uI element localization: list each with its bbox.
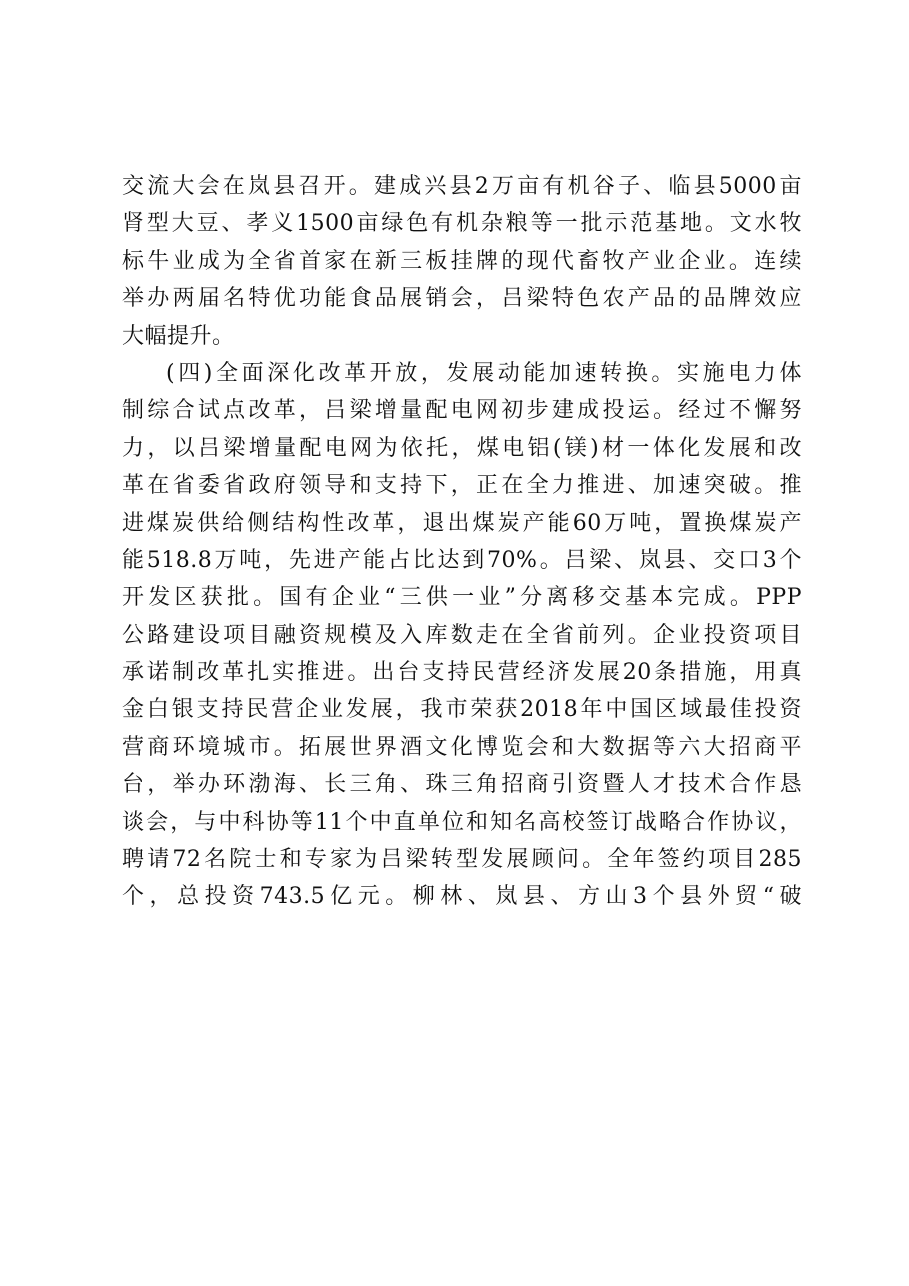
text-line: 制综合试点改革，吕梁增量配电网初步建成投运。经过不懈努: [122, 398, 802, 424]
text-line: 大幅提升。: [122, 323, 235, 349]
text-line: 台，举办环渤海、长三角、珠三角招商引资暨人才技术合作恳: [122, 772, 802, 798]
paragraph-first-line: (四)全面深化改革开放，发展动能加速转换。实施电力体: [166, 360, 802, 386]
text-line: 开发区获批。国有企业“三供一业”分离移交基本完成。PPP: [122, 585, 802, 611]
text-line: 能518.8万吨，先进产能占比达到70%。吕梁、岚县、交口3个: [122, 547, 802, 573]
text-line: 交流大会在岚县召开。建成兴县2万亩有机谷子、临县5000亩: [122, 174, 802, 199]
text-line: 金白银支持民营企业发展，我市荣获2018年中国区域最佳投资: [122, 697, 802, 723]
text-line: 肾型大豆、孝义1500亩绿色有机杂粮等一批示范基地。文水牧: [122, 211, 802, 237]
text-line: 承诺制改革扎实推进。出台支持民营经济发展20条措施，用真: [122, 660, 802, 686]
text-line: 营商环境城市。拓展世界酒文化博览会和大数据等六大招商平: [122, 734, 802, 760]
text-line: 谈会，与中科协等11个中直单位和知名高校签订战略合作协议，: [122, 809, 802, 835]
text-line: 公路建设项目融资规模及入库数走在全省前列。企业投资项目: [122, 622, 802, 648]
text-line: 个，总投资743.5亿元。柳林、岚县、方山3个县外贸“破: [122, 884, 802, 910]
body-text: [122, 168, 802, 916]
text-line: 标牛业成为全省首家在新三板挂牌的现代畜牧产业企业。连续: [122, 248, 802, 274]
text-line: 革在省委省政府领导和支持下，正在全力推进、加速突破。推: [122, 473, 802, 499]
text-line: 举办两届名特优功能食品展销会，吕梁特色农产品的品牌效应: [122, 286, 802, 312]
text-line: 进煤炭供给侧结构性改革，退出煤炭产能60万吨，置换煤炭产: [122, 510, 802, 536]
text-line: 聘请72名院士和专家为吕梁转型发展顾问。全年签约项目285: [122, 847, 802, 873]
text-line: 力，以吕梁增量配电网为依托，煤电铝(镁)材一体化发展和改: [122, 435, 802, 461]
